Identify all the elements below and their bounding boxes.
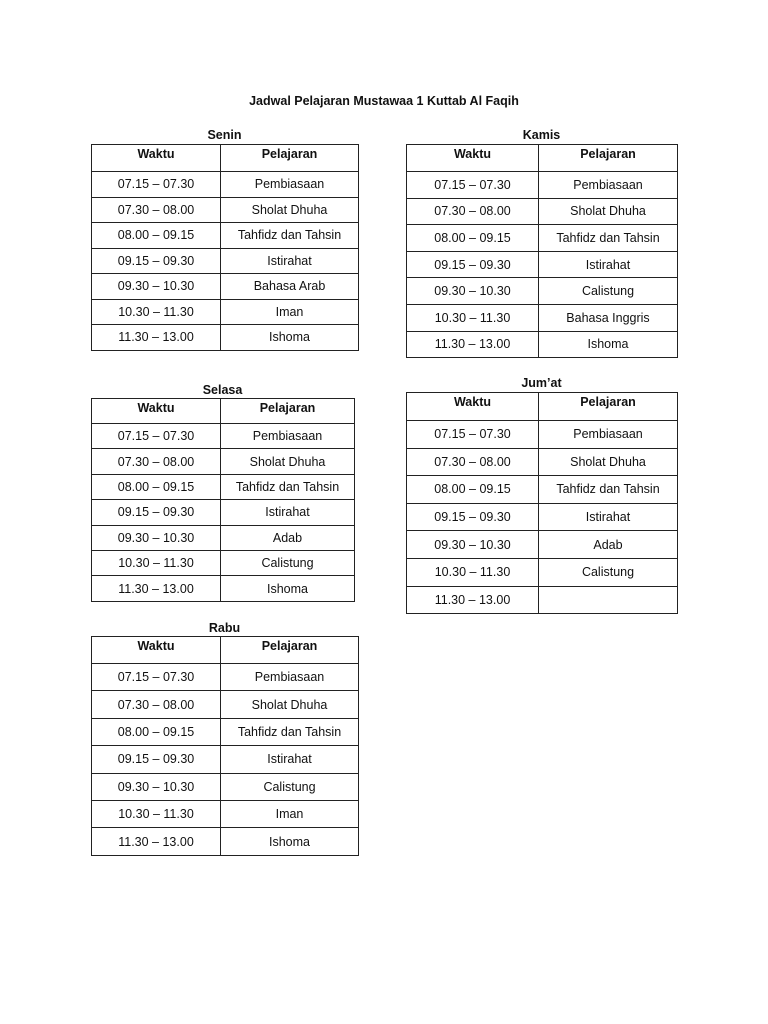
header-row: [92, 399, 355, 424]
time-cell: 07.30 – 08.00: [92, 449, 221, 474]
subject-cell: Bahasa Inggris: [539, 304, 678, 331]
column-header-pelajaran: Pelajaran: [539, 145, 678, 172]
table-row: [92, 773, 359, 800]
table-row: [92, 449, 355, 474]
time-cell: 07.30 – 08.00: [92, 197, 221, 223]
time-cell: 07.15 – 07.30: [407, 172, 539, 199]
table-row: [92, 664, 359, 691]
time-cell: 11.30 – 13.00: [92, 828, 221, 855]
time-cell: 10.30 – 11.30: [92, 299, 221, 325]
subject-cell: Pembiasaan: [221, 664, 359, 691]
schedule-kamis: [406, 128, 677, 360]
schedule-table-kamis: [406, 144, 678, 358]
table-row: [92, 197, 359, 223]
table-row: [407, 421, 678, 449]
time-cell: 11.30 – 13.00: [407, 586, 539, 614]
subject-cell: Sholat Dhuha: [221, 197, 359, 223]
column-header-waktu: Waktu: [92, 637, 221, 664]
subject-cell: Tahfidz dan Tahsin: [221, 223, 359, 249]
subject-cell: Pembiasaan: [221, 172, 359, 198]
table-row: [407, 251, 678, 278]
subject-cell: Calistung: [539, 558, 678, 586]
time-cell: 09.30 – 10.30: [92, 274, 221, 300]
time-cell: 07.15 – 07.30: [407, 421, 539, 449]
subject-cell: Istirahat: [539, 251, 678, 278]
subject-cell: Ishoma: [539, 331, 678, 358]
schedule-senin: [91, 128, 358, 350]
column-header-pelajaran: Pelajaran: [221, 399, 355, 424]
day-label-rabu: Rabu: [208, 621, 241, 635]
time-cell: 07.15 – 07.30: [92, 172, 221, 198]
time-cell: 11.30 – 13.00: [92, 325, 221, 351]
time-cell: 09.15 – 09.30: [407, 251, 539, 278]
header-row: [92, 145, 359, 172]
time-cell: 11.30 – 13.00: [407, 331, 539, 358]
time-cell: 08.00 – 09.15: [92, 474, 221, 499]
column-header-pelajaran: Pelajaran: [221, 637, 359, 664]
time-cell: 07.30 – 08.00: [92, 691, 221, 718]
table-row: [407, 448, 678, 476]
table-row: [92, 500, 355, 525]
subject-cell: Ishoma: [221, 325, 359, 351]
table-row: [92, 223, 359, 249]
column-header-waktu: Waktu: [407, 145, 539, 172]
table-row: [407, 225, 678, 252]
column-header-waktu: Waktu: [92, 399, 221, 424]
time-cell: 07.30 – 08.00: [407, 198, 539, 225]
subject-cell: Tahfidz dan Tahsin: [221, 474, 355, 499]
subject-cell: Pembiasaan: [221, 424, 355, 449]
table-row: [407, 172, 678, 199]
subject-cell: Iman: [221, 299, 359, 325]
table-row: [407, 531, 678, 559]
table-row: [92, 718, 359, 745]
subject-cell: Istirahat: [221, 500, 355, 525]
subject-cell: Calistung: [221, 773, 359, 800]
schedule-jumat: [406, 376, 677, 616]
time-cell: 09.30 – 10.30: [407, 278, 539, 305]
table-row: [407, 586, 678, 614]
time-cell: 08.00 – 09.15: [92, 223, 221, 249]
subject-cell: Tahfidz dan Tahsin: [221, 718, 359, 745]
schedule-table-selasa: [91, 398, 355, 602]
table-row: [407, 278, 678, 305]
subject-cell: Adab: [539, 531, 678, 559]
time-cell: 09.15 – 09.30: [92, 500, 221, 525]
table-row: [92, 248, 359, 274]
time-cell: 10.30 – 11.30: [92, 800, 221, 827]
time-cell: 07.15 – 07.30: [92, 424, 221, 449]
schedule-table-jumat: [406, 392, 678, 614]
time-cell: 08.00 – 09.15: [92, 718, 221, 745]
day-label-selasa: Selasa: [202, 383, 243, 397]
subject-cell: [539, 586, 678, 614]
schedule-table-rabu: [91, 636, 359, 856]
table-row: [92, 550, 355, 575]
subject-cell: Pembiasaan: [539, 421, 678, 449]
column-header-waktu: Waktu: [407, 393, 539, 421]
header-row: [407, 393, 678, 421]
schedule-table-senin: [91, 144, 359, 351]
time-cell: 10.30 – 11.30: [92, 550, 221, 575]
document-title: Jadwal Pelajaran Mustawaa 1 Kuttab Al Faqih: [249, 94, 519, 108]
subject-cell: Tahfidz dan Tahsin: [539, 476, 678, 504]
time-cell: 09.15 – 09.30: [92, 248, 221, 274]
table-row: [92, 474, 355, 499]
header-row: [92, 637, 359, 664]
table-row: [92, 172, 359, 198]
subject-cell: Ishoma: [221, 828, 359, 855]
time-cell: 07.15 – 07.30: [92, 664, 221, 691]
table-row: [92, 424, 355, 449]
time-cell: 09.15 – 09.30: [92, 746, 221, 773]
table-row: [407, 304, 678, 331]
table-row: [92, 274, 359, 300]
subject-cell: Calistung: [221, 550, 355, 575]
subject-cell: Adab: [221, 525, 355, 550]
time-cell: 09.30 – 10.30: [407, 531, 539, 559]
table-row: [407, 558, 678, 586]
time-cell: 10.30 – 11.30: [407, 558, 539, 586]
subject-cell: Sholat Dhuha: [539, 448, 678, 476]
table-row: [92, 746, 359, 773]
subject-cell: Sholat Dhuha: [539, 198, 678, 225]
table-row: [407, 503, 678, 531]
table-row: [92, 800, 359, 827]
time-cell: 08.00 – 09.15: [407, 225, 539, 252]
column-header-waktu: Waktu: [92, 145, 221, 172]
table-row: [92, 576, 355, 601]
subject-cell: Ishoma: [221, 576, 355, 601]
day-label-jumat: Jum’at: [521, 376, 562, 390]
table-row: [92, 325, 359, 351]
time-cell: 09.30 – 10.30: [92, 773, 221, 800]
subject-cell: Bahasa Arab: [221, 274, 359, 300]
time-cell: 11.30 – 13.00: [92, 576, 221, 601]
table-row: [92, 525, 355, 550]
time-cell: 09.30 – 10.30: [92, 525, 221, 550]
subject-cell: Pembiasaan: [539, 172, 678, 199]
subject-cell: Calistung: [539, 278, 678, 305]
subject-cell: Istirahat: [221, 248, 359, 274]
schedule-rabu: [91, 621, 358, 857]
schedule-selasa: [91, 383, 354, 603]
subject-cell: Iman: [221, 800, 359, 827]
subject-cell: Istirahat: [539, 503, 678, 531]
column-header-pelajaran: Pelajaran: [221, 145, 359, 172]
table-row: [92, 828, 359, 855]
column-header-pelajaran: Pelajaran: [539, 393, 678, 421]
subject-cell: Sholat Dhuha: [221, 449, 355, 474]
day-label-senin: Senin: [207, 128, 242, 142]
subject-cell: Tahfidz dan Tahsin: [539, 225, 678, 252]
subject-cell: Istirahat: [221, 746, 359, 773]
time-cell: 09.15 – 09.30: [407, 503, 539, 531]
header-row: [407, 145, 678, 172]
day-label-kamis: Kamis: [522, 128, 561, 142]
table-row: [92, 299, 359, 325]
table-row: [407, 331, 678, 358]
table-row: [407, 198, 678, 225]
table-row: [92, 691, 359, 718]
table-row: [407, 476, 678, 504]
time-cell: 10.30 – 11.30: [407, 304, 539, 331]
subject-cell: Sholat Dhuha: [221, 691, 359, 718]
time-cell: 07.30 – 08.00: [407, 448, 539, 476]
time-cell: 08.00 – 09.15: [407, 476, 539, 504]
